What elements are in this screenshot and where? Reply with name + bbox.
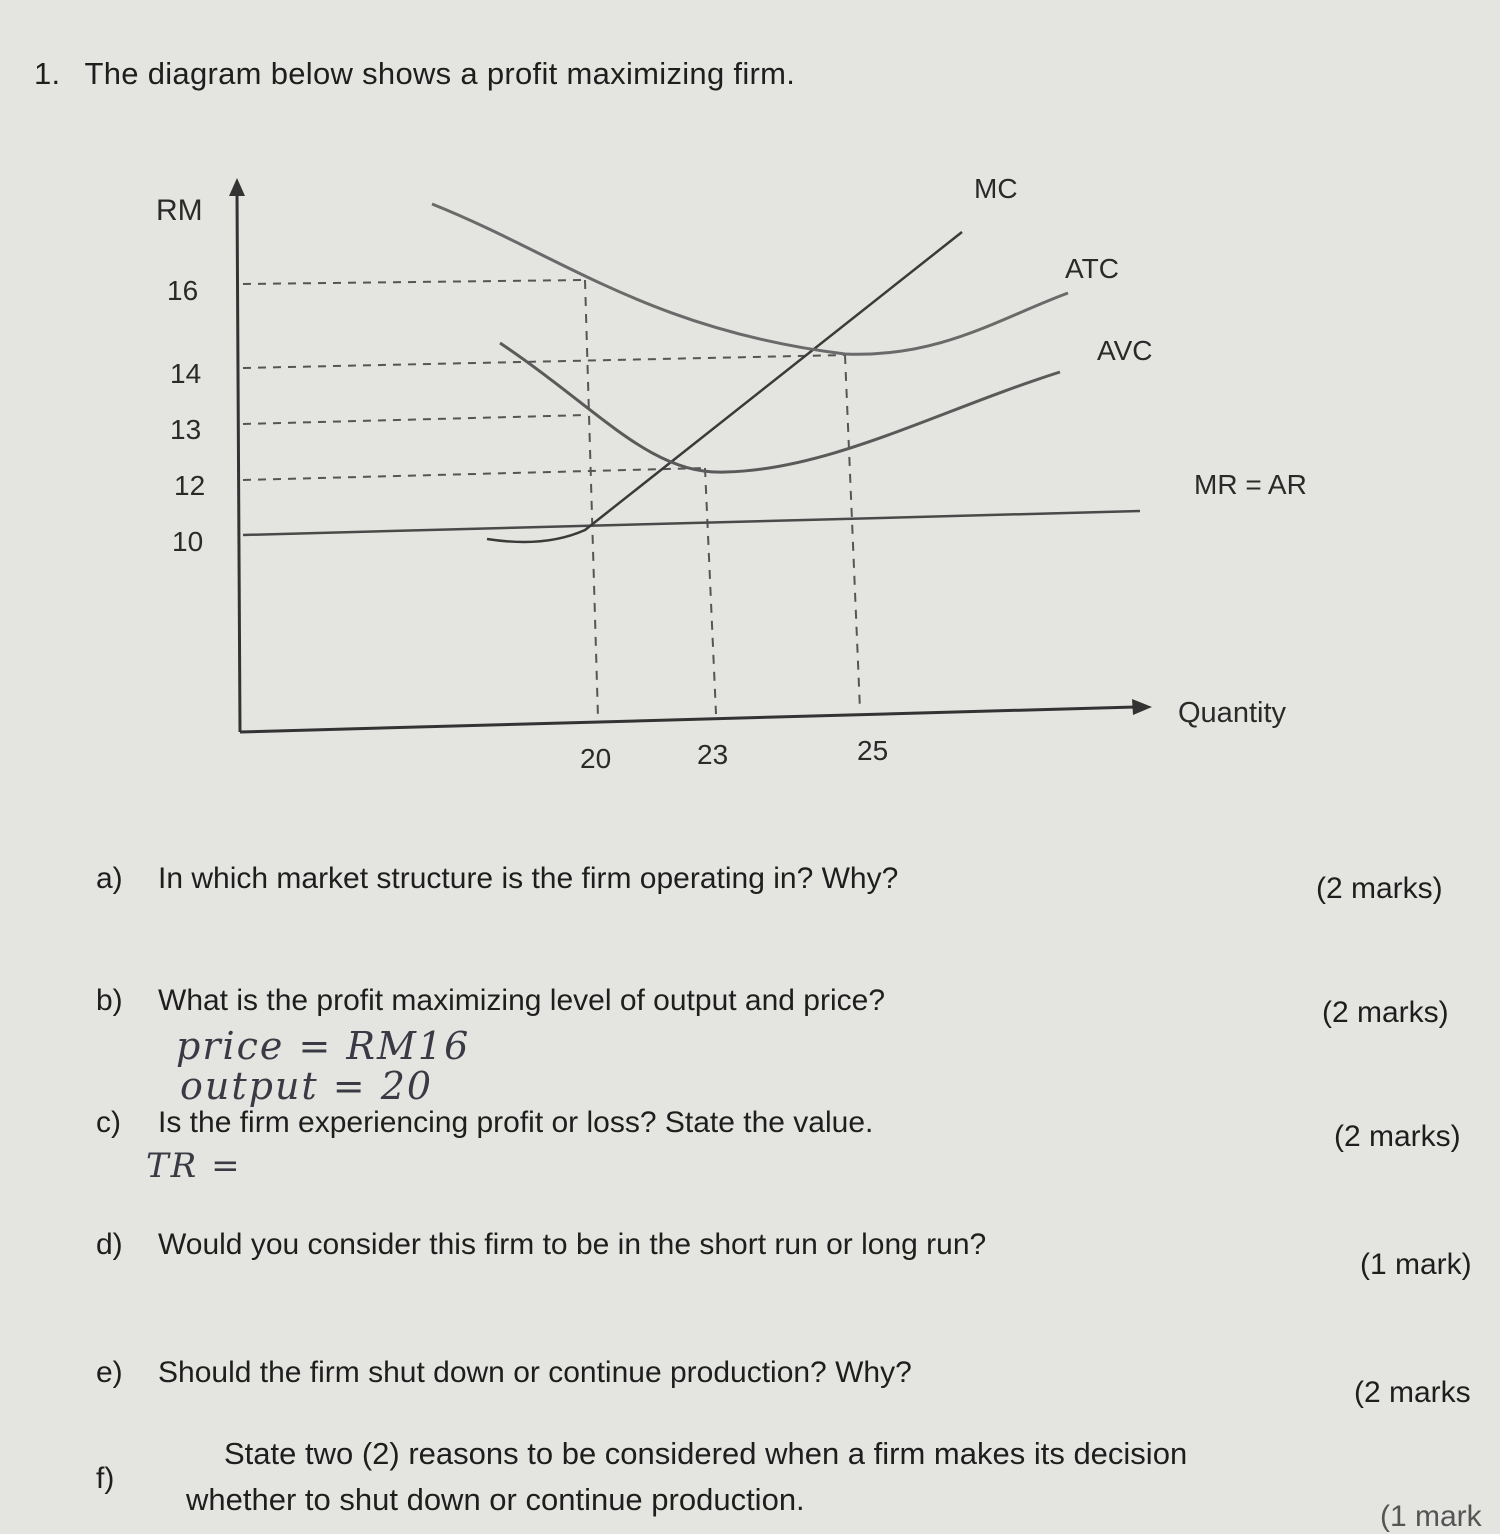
handwritten-output: output = 20 <box>180 1064 434 1108</box>
mc-label: MC <box>974 173 1018 204</box>
x-axis-arrow-icon <box>1132 699 1152 715</box>
y-tick-13: 13 <box>170 414 202 445</box>
y-tick-12: 12 <box>174 470 206 501</box>
question-c-text: Is the firm experiencing profit or loss? State the value. <box>158 1106 874 1139</box>
question-d-marks: (1 mark) <box>1360 1248 1472 1281</box>
guide-12 <box>243 468 705 480</box>
x-tick-20: 20 <box>580 743 612 774</box>
question-a-text: In which market structure is the firm operating in? Why? <box>158 862 899 895</box>
question-a <box>96 862 898 896</box>
question-e <box>96 1356 912 1390</box>
guide-q23 <box>705 468 716 714</box>
guide-q20 <box>585 280 598 718</box>
y-tick-16: 16 <box>167 275 199 306</box>
guide-q25 <box>845 355 860 710</box>
guide-16 <box>243 280 585 284</box>
mr-ar-label: MR = AR <box>1194 469 1307 500</box>
x-tick-23: 23 <box>697 739 729 770</box>
question-b-text: What is the profit maximizing level of output and price? <box>158 984 886 1017</box>
x-tick-25: 25 <box>857 735 889 766</box>
avc-label: AVC <box>1097 335 1153 366</box>
question-a-marks: (2 marks) <box>1316 872 1443 905</box>
question-f-letter: f) <box>96 1462 115 1495</box>
guide-14 <box>243 355 845 368</box>
y-axis-label: RM <box>156 194 203 227</box>
question-c <box>96 1106 873 1140</box>
question-f-text-continued: whether to shut down or continue production. <box>186 1482 805 1517</box>
question-c-marks: (2 marks) <box>1334 1120 1461 1153</box>
handwritten-price: price = RM16 <box>176 1024 471 1068</box>
question-b-marks: (2 marks) <box>1322 996 1449 1029</box>
question-d-letter: d) <box>96 1228 123 1261</box>
question-b <box>96 984 885 1018</box>
question-number: 1. <box>34 56 61 91</box>
question-d <box>96 1228 986 1262</box>
y-axis-arrow-icon <box>229 178 245 196</box>
y-tick-10: 10 <box>172 526 204 557</box>
question-b-letter: b) <box>96 984 123 1017</box>
atc-curve <box>432 204 1068 354</box>
question-c-letter: c) <box>96 1106 121 1139</box>
question-a-letter: a) <box>96 862 123 895</box>
guide-13 <box>243 415 588 424</box>
atc-label: ATC <box>1065 253 1119 284</box>
question-text: The diagram below shows a profit maximizing firm. <box>84 56 796 91</box>
question-e-letter: e) <box>96 1356 123 1389</box>
question-d-text: Would you consider this firm to be in the short run or long run? <box>158 1228 987 1261</box>
question-f-text: State two (2) reasons to be considered when a firm makes its decision <box>224 1436 1188 1471</box>
y-axis <box>237 192 240 732</box>
x-axis-label: Quantity <box>1178 697 1286 729</box>
mr-ar-line <box>243 511 1140 535</box>
avc-curve <box>500 343 1060 472</box>
price-guides <box>243 280 845 480</box>
x-axis <box>240 707 1135 732</box>
question-f-marks: (1 mark <box>1380 1500 1482 1533</box>
handwritten-tr: TR = <box>146 1146 242 1186</box>
question-e-marks: (2 marks <box>1354 1376 1471 1409</box>
question-e-text: Should the firm shut down or continue production? Why? <box>158 1356 912 1389</box>
y-tick-14: 14 <box>170 358 202 389</box>
